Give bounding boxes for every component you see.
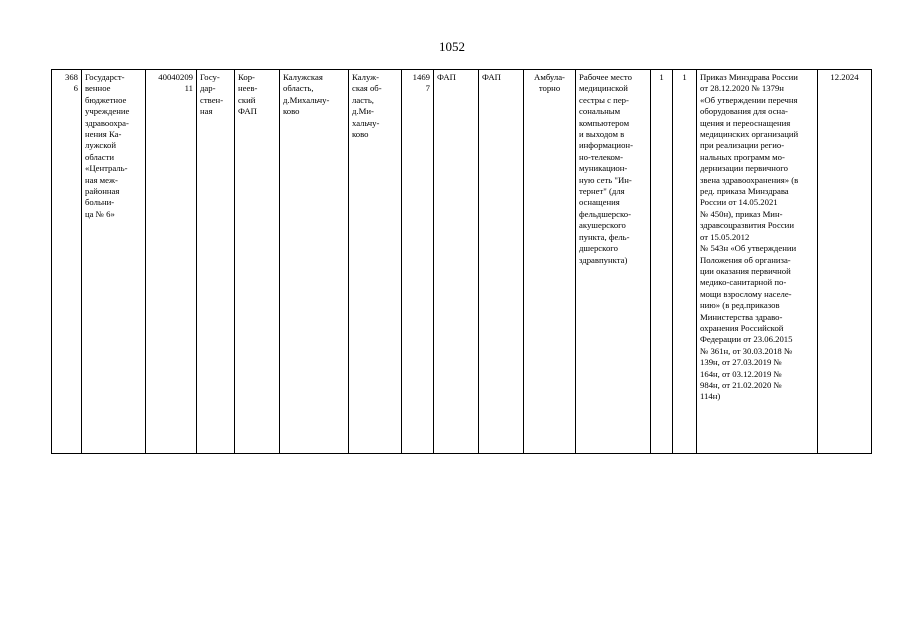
cell-quantity-2: 1: [673, 70, 697, 454]
cell-care-form: Амбула- торно: [524, 70, 576, 454]
page-number: 1052: [439, 39, 465, 54]
cell-institution: Государст- венное бюджетное учреждение здравоохра- нения Ка- лужской области «Централь- ная меж- районная больни- ца № 6»: [82, 70, 146, 454]
cell-ownership: Госу- дар- ствен- ная: [197, 70, 235, 454]
cell-equipment: Рабочее место медицинской сестры с пер- сональным компьютером и выходом в информацион- но-телеком- муникацион- ную сеть "Ин- тернет" (для оснащения фельдшерско- акушерского пункта, фель- дшерского здравпункта): [576, 70, 651, 454]
cell-date: 12.2024: [818, 70, 872, 454]
cell-type-2: ФАП: [479, 70, 524, 454]
equipment-table: [51, 69, 872, 454]
cell-code: 40040209 11: [146, 70, 197, 454]
cell-quantity-1: 1: [651, 70, 673, 454]
cell-type-1: ФАП: [434, 70, 479, 454]
cell-row-number: 368 6: [52, 70, 82, 454]
cell-number: 1469 7: [402, 70, 434, 454]
cell-locality: Калуж- ская об- ласть, д.Ми- хальчу- ково: [349, 70, 402, 454]
table-row: [52, 70, 872, 454]
cell-facility: Кор- неев- ский ФАП: [235, 70, 280, 454]
cell-region: Калужская область, д.Михальчу- ково: [280, 70, 349, 454]
cell-legal-basis: Приказ Минздрава России от 28.12.2020 № 1379н «Об утверждении перечня оборудования для осна- щения и переоснащения медицинских организаций при реализации регио- нальных программ мо- дернизации первичного звена здравоохранения» (в ред. приказа Минздрава России от 14.05.2021 № 450н), приказ Мин- здравсоцразвития России от 15.05.2012 № 543н «Об утверждении Положения об организа- ции оказания первичной медико-санитарной по- мощи взрослому населе- нию» (в ред.приказов Министерства здраво- охранения Российской Федерации от 23.06.2015 № 361н, от 30.03.2018 № 139н, от 27.03.2019 № 164н, от 03.12.2019 № 984н, от 21.02.2020 № 114н): [697, 70, 818, 454]
